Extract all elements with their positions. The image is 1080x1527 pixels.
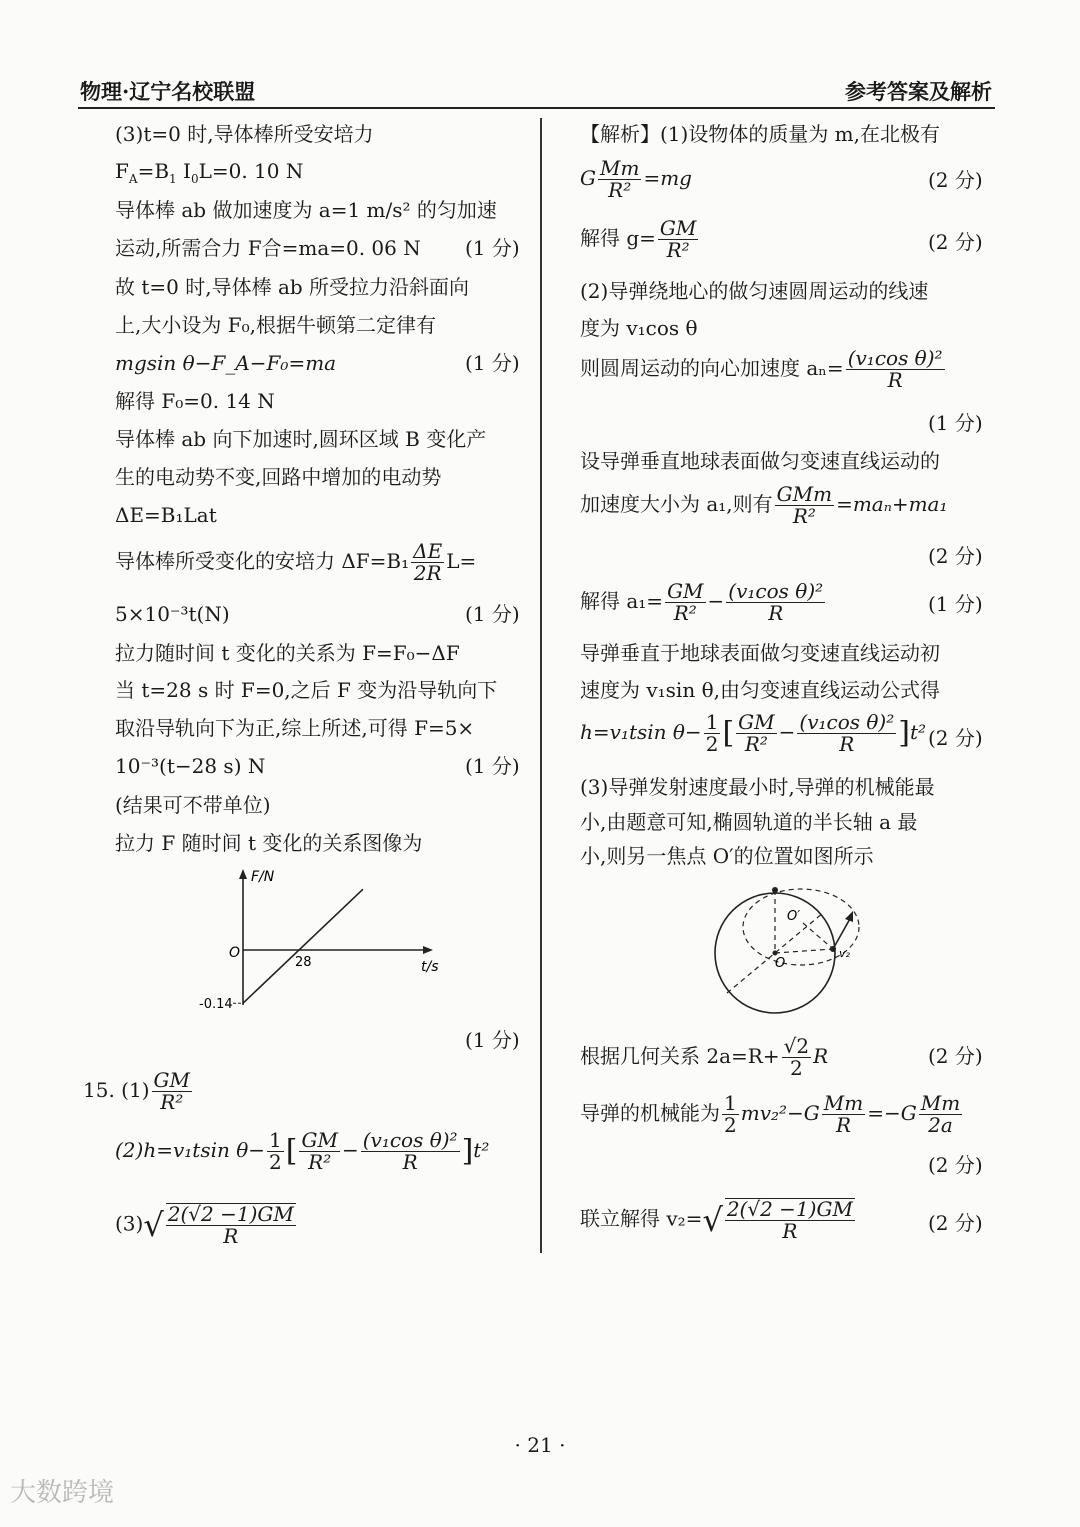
launch-point (772, 887, 778, 893)
right-line-10: 导弹垂直于地球表面做匀变速直线运动初 (580, 641, 940, 665)
y-axis-arrow (239, 869, 247, 879)
left-line-3: 导体棒 ab 做加速度为 a=1 m/s² 的匀加速 (115, 198, 497, 222)
velocity-arrow (833, 917, 851, 949)
left-line-9: 导体棒 ab 向下加速时,圆环区域 B 变化产 (115, 427, 487, 451)
left-line-16: 取沿导轨向下为正,综上所述,可得 F=5× (115, 716, 475, 740)
right-line-8: 加速度大小为 a₁,则有 GMm R² =maₙ+ma₁ (580, 482, 948, 528)
left-line-12: 导体棒所受变化的安培力 ΔF=B₁ $\frac{\Delta E}{2R}$ L= (115, 539, 477, 585)
left-line-15: 当 t=28 s 时 F=0,之后 F 变为沿导轨向下 (115, 678, 498, 702)
q15-part2: (2)h=v₁tsin θ− $\frac{1}{2}$ [ $\frac{GM}{\text{R²}}$ − $\frac{\text{(v₁cos θ)²}}{R}$ ]t² (115, 1128, 490, 1174)
x-axis-label: t/s (421, 959, 439, 975)
left-line-14: 拉力随时间 t 变化的关系为 F=F₀−ΔF (115, 641, 460, 665)
left-line-5: 故 t=0 时,导体棒 ab 所受拉力沿斜面向 (115, 275, 470, 299)
right-line-9: 解得 a₁= $\frac{GM}{\text{R²}}$ − $\frac{\text{(v₁cos θ)²}}{R}$ (580, 579, 824, 625)
left-line-11: ΔE=B₁Lat (115, 503, 217, 527)
score-left-17: (1 分) (465, 754, 520, 778)
left-line-19: 拉力 F 随时间 t 变化的关系图像为 (115, 831, 423, 855)
left-line-13: 5×10⁻³t(N) (115, 602, 230, 626)
score-left-7: (1 分) (465, 351, 520, 375)
score-left-4: (1 分) (465, 236, 520, 260)
score-right-9: (1 分) (928, 592, 983, 616)
right-line-17: 导弹的机械能为 $\frac{1}{2}$ mv₂²−G $\frac{Mm}{R}$ =−G $\frac{Mm}{2a}$ (580, 1091, 961, 1137)
right-line-3: 解得 g= $\frac{GM}{\text{R²}}$ (580, 216, 697, 262)
label-o-prime: O′ (787, 909, 801, 924)
right-line-16: 根据几何关系 2a=R+ $\frac{√2}{2}$ R (580, 1034, 829, 1080)
label-o: O (775, 956, 786, 971)
score-left-13: (1 分) (465, 602, 520, 626)
score-graph: (1 分) (465, 1028, 520, 1052)
page-number: · 21 · (514, 1433, 566, 1457)
header-subject: 物理·辽宁名校联盟 (80, 79, 256, 104)
right-line-7: 设导弹垂直地球表面做匀变速直线运动的 (580, 449, 940, 473)
q15-part3: (3)√ $\frac{2(√2 -1)GM}{R}$ (115, 1202, 294, 1248)
left-line-4: 运动,所需合力 F合=ma=0. 06 N (115, 236, 421, 260)
left-line-17: 10⁻³(t−28 s) N (115, 754, 266, 778)
score-right-6: (1 分) (928, 411, 983, 435)
right-line-1: 【解析】(1)设物体的质量为 m,在北极有 (580, 122, 941, 146)
watermark: 大数跨境 (10, 1478, 115, 1508)
left-line-2: $F_A=B_1$ $I_0L=0$. 10 N (115, 159, 304, 186)
right-line-13: (3)导弹发射速度最小时,导弹的机械能最 (580, 775, 935, 799)
left-line-7: mgsin θ−F_A−F₀=ma (115, 351, 337, 375)
y-tick-label: -0.14 (199, 997, 233, 1013)
left-line-18: (结果可不带单位) (115, 793, 271, 817)
force-time-chart (195, 865, 455, 1015)
header-rule (78, 107, 995, 109)
x-axis-arrow (423, 946, 433, 954)
series-line-f (243, 889, 363, 1003)
q15-part1: 15. (1) $\frac{GM}{\text{R²}}$ (83, 1068, 190, 1114)
left-line-1: (3)t=0 时,导体棒所受安培力 (115, 122, 374, 146)
right-line-11: 速度为 v₁sin θ,由匀变速直线运动公式得 (580, 678, 940, 702)
radius-line (775, 949, 833, 953)
point-v2 (830, 946, 836, 952)
right-line-15: 小,则另一焦点 O′的位置如图所示 (580, 844, 874, 868)
origin-label: O (229, 945, 241, 961)
focus-o (773, 951, 778, 956)
score-right-2: (2 分) (928, 168, 983, 192)
x-tick-label: 28 (295, 955, 312, 970)
right-line-14: 小,由题意可知,椭圆轨道的半长轴 a 最 (580, 810, 918, 834)
header-title: 参考答案及解析 (845, 79, 992, 104)
right-line-6: 则圆周运动的向心加速度 aₙ= $\frac{\text{(v₁cos θ)²}}{R}$ (580, 346, 943, 392)
right-line-12: h=v₁tsin θ− $\frac{1}{2}$ [ $\frac{GM}{\text{R²}}$ − $\frac{\text{(v₁cos θ)²}}{R}$ ]t² (580, 710, 927, 756)
orbit-diagram (705, 875, 865, 1025)
column-divider (540, 118, 542, 1253)
score-right-17: (2 分) (928, 1153, 983, 1177)
score-right-12: (2 分) (928, 726, 983, 750)
score-right-18: (2 分) (928, 1211, 983, 1235)
label-v2: v₂ (839, 947, 850, 960)
right-line-5: 度为 v₁cos θ (580, 316, 698, 340)
y-axis-label: F/N (251, 869, 275, 885)
left-line-6: 上,大小设为 F₀,根据牛顿第二定律有 (115, 313, 436, 337)
right-line-18: 联立解得 v₂=√ $\frac{2(√2 -1)GM}{R}$ (580, 1197, 853, 1243)
score-right-3: (2 分) (928, 230, 983, 254)
right-line-2: G $\frac{Mm}{\text{R²}}$ =mg (580, 156, 692, 202)
velocity-arrow-head (845, 911, 853, 922)
left-line-8: 解得 F₀=0. 14 N (115, 389, 275, 413)
left-line-10: 生的电动势不变,回路中增加的电动势 (115, 465, 442, 489)
score-right-16: (2 分) (928, 1044, 983, 1068)
right-line-4: (2)导弹绕地心的做匀速圆周运动的线速 (580, 279, 929, 303)
score-right-8: (2 分) (928, 544, 983, 568)
